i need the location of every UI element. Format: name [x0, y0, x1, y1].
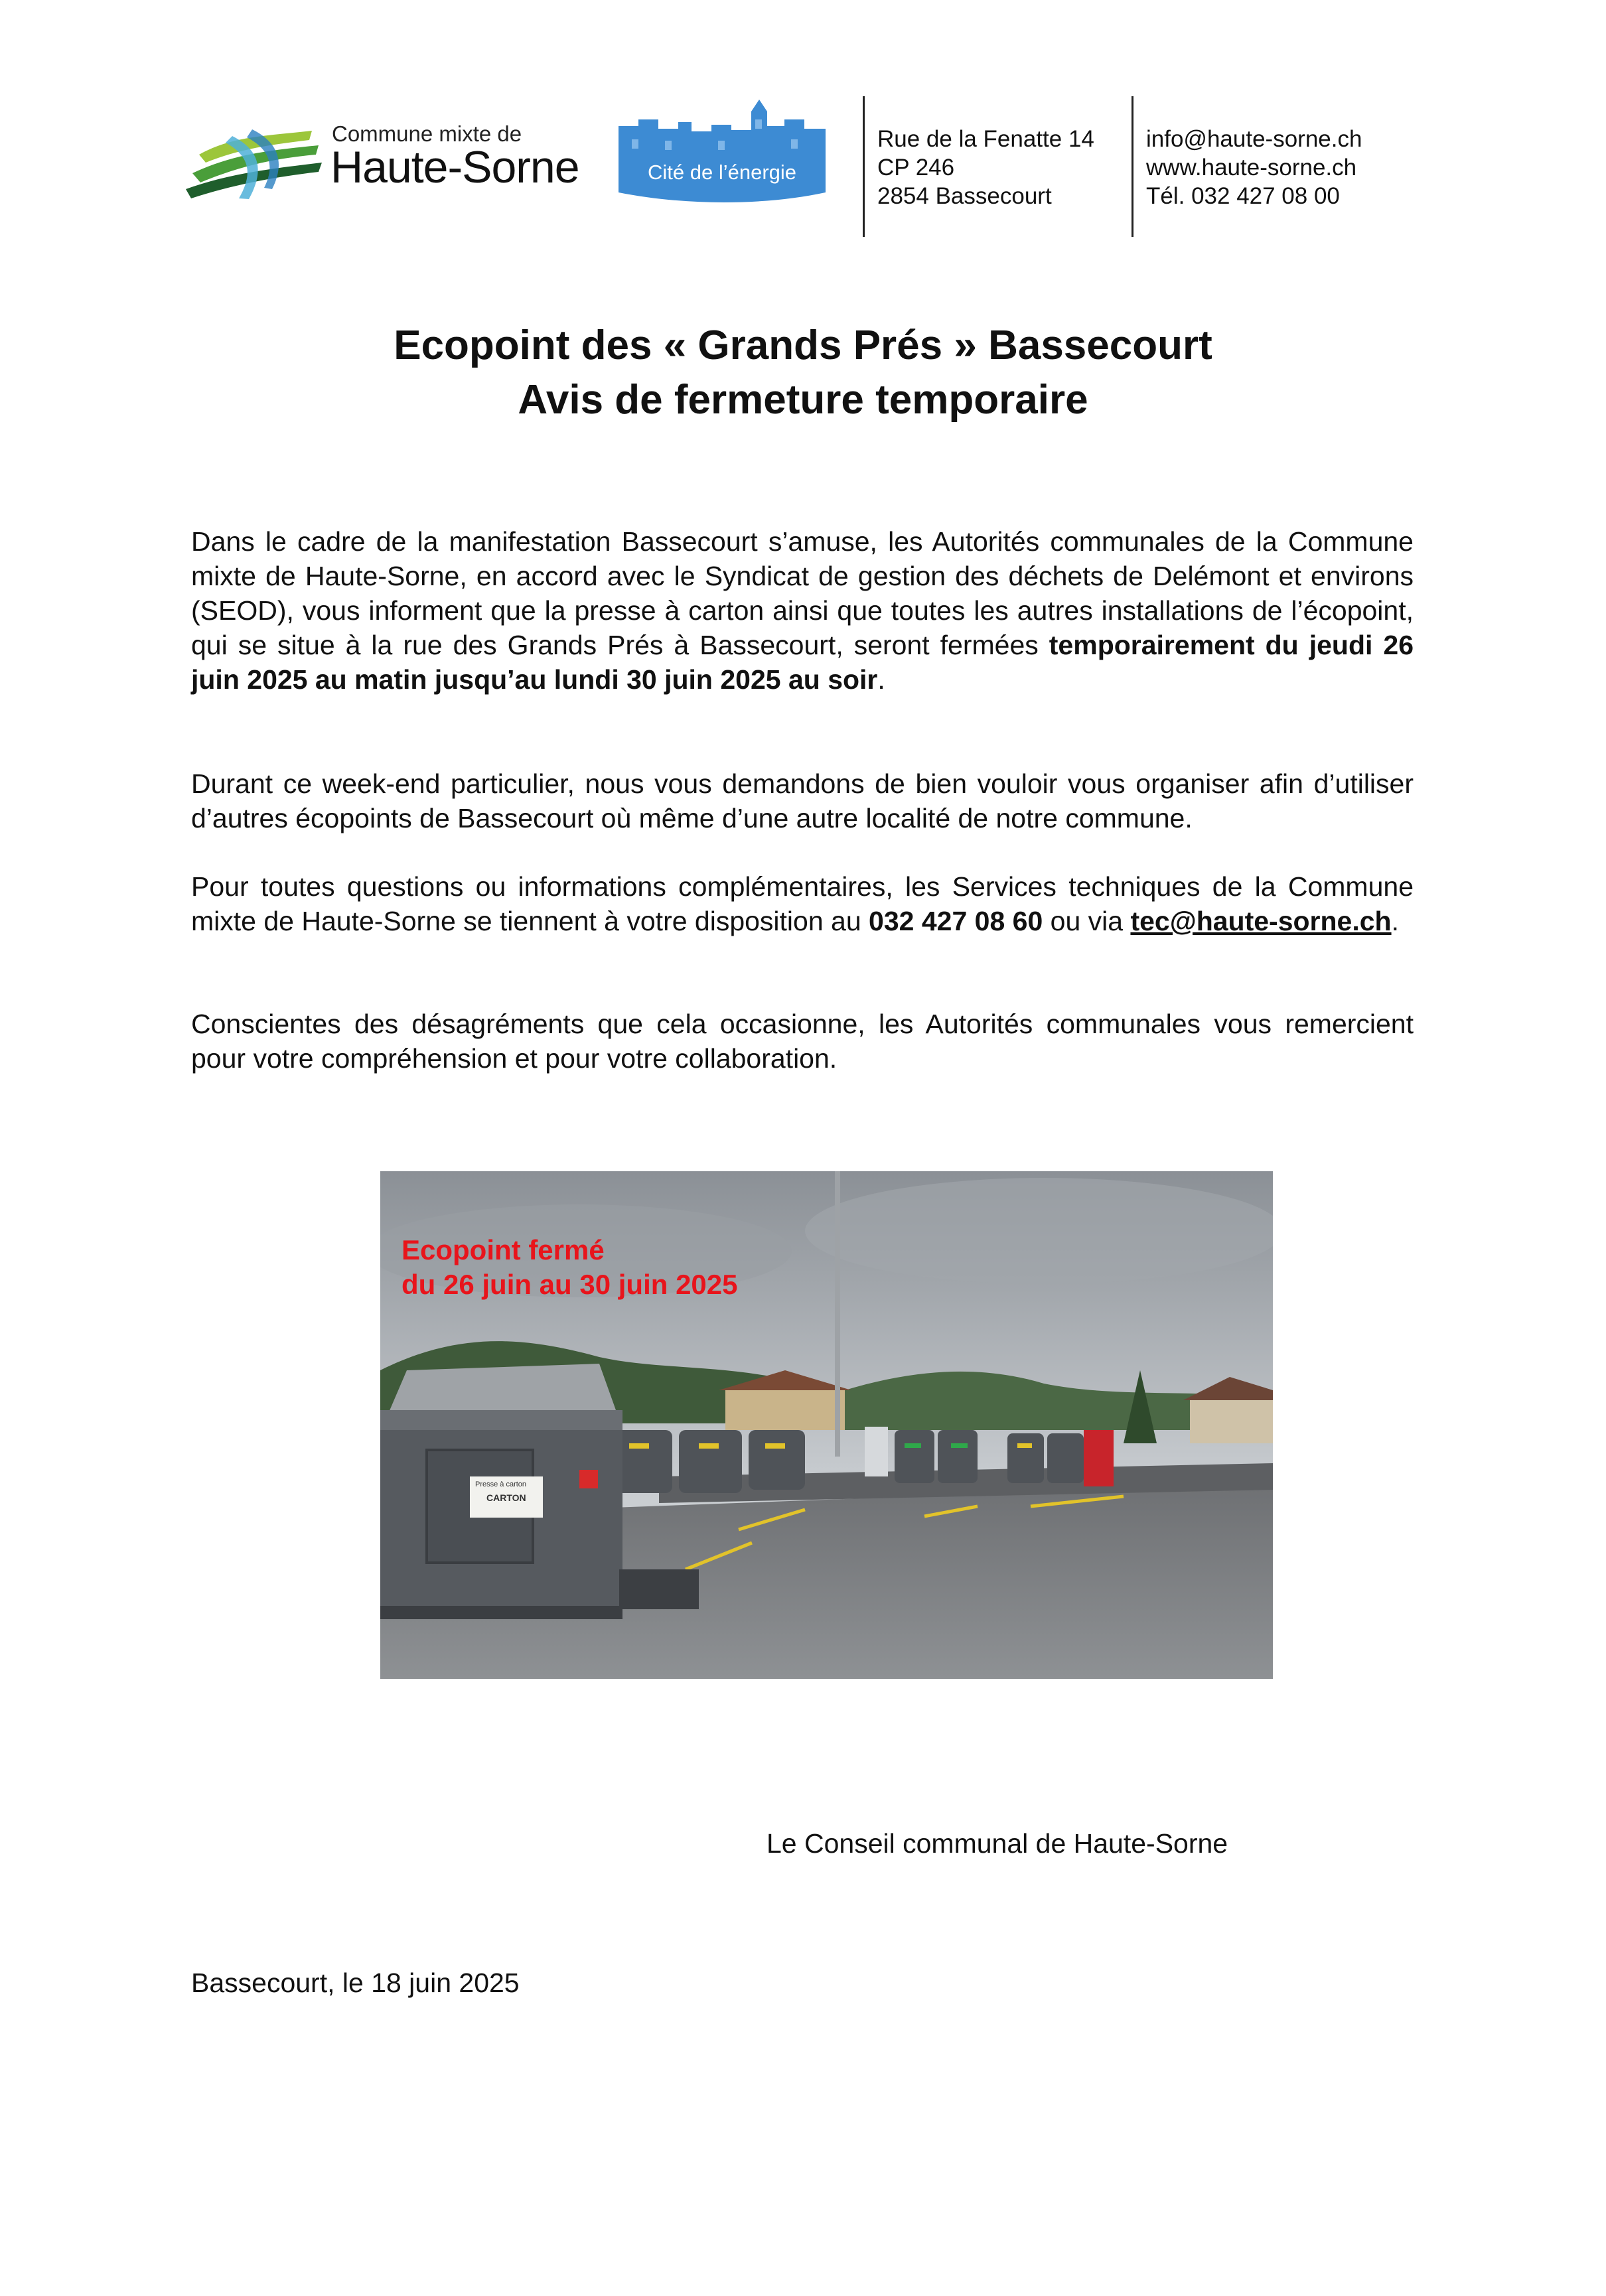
- contact-phone: Tél. 032 427 08 00: [1146, 183, 1340, 209]
- contact-mid: ou via: [1043, 906, 1131, 936]
- photo-caption: [402, 1233, 738, 1302]
- logo-subtitle: Commune mixte de: [332, 121, 522, 146]
- haute-sorne-emblem-icon: [186, 116, 325, 209]
- cite-energie-logo: [619, 100, 826, 206]
- logo-title: Haute-Sorne: [330, 142, 579, 192]
- address-block: [877, 125, 1094, 210]
- haute-sorne-logo: [186, 116, 597, 209]
- paragraph-contact: [191, 869, 1414, 938]
- cite-energie-skyline-icon: [619, 100, 826, 206]
- page-subtitle: Avis de fermeture temporaire: [518, 377, 1088, 423]
- contact-email[interactable]: info@haute-sorne.ch: [1146, 126, 1362, 152]
- address-po-box: CP 246: [877, 155, 955, 180]
- contact-block: [1146, 125, 1362, 210]
- contact-end: .: [1391, 906, 1399, 936]
- contact-text: Pour toutes questions ou informations complémentaires, les Services techniques de la Commune mixte de Haute-Sorne se tiennent à votre disposition au: [191, 871, 1414, 936]
- contact-website[interactable]: www.haute-sorne.ch: [1146, 155, 1357, 180]
- header-divider-2: [1132, 96, 1133, 237]
- address-city: 2854 Bassecourt: [877, 183, 1052, 209]
- header-divider-1: [863, 96, 865, 237]
- closure-text: Dans le cadre de la manifestation Bassecourt s’amuse, les Autorités communales de la Commune mixte de Haute-Sorne, en accord avec le Syndicat de gestion des déchets de Delémont et environs (SEOD), vous informent que la presse à carton ainsi que toutes les autres installations de l’écopoint, qui se situe à la rue des Grands Prés à Bassecourt, seront fermées: [191, 526, 1414, 660]
- press-label-main: CARTON: [486, 1492, 526, 1503]
- technical-services-phone: 032 427 08 60: [869, 906, 1043, 936]
- document-date: Bassecourt, le 18 juin 2025: [191, 1968, 520, 1998]
- technical-services-email[interactable]: tec@haute-sorne.ch: [1130, 906, 1392, 936]
- paragraph-closure: [191, 524, 1414, 697]
- photo-caption-line1: Ecopoint fermé: [402, 1234, 605, 1265]
- signature: Le Conseil communal de Haute-Sorne: [767, 1828, 1228, 1859]
- cite-energie-label: Cité de l’énergie: [647, 161, 797, 184]
- press-label-top: Presse à carton: [475, 1480, 527, 1488]
- closure-dates: temporairement du jeudi 26 juin 2025 au matin jusqu’au lundi 30 juin 2025 au soir: [191, 630, 1414, 695]
- paragraph-thanks: Conscientes des désagréments que cela occasionne, les Autorités communales vous remercient pour votre compréhension et pour votre collaboration.: [191, 1009, 1414, 1074]
- closure-end: .: [877, 664, 885, 695]
- page-title: Ecopoint des « Grands Prés » Bassecourt: [394, 323, 1212, 368]
- paragraph-alternatives: Durant ce week-end particulier, nous vous demandons de bien vouloir vous organiser afin d’utiliser d’autres écopoints de Bassecourt où même d’une autre localité de notre commune.: [191, 768, 1414, 833]
- photo-caption-line2: du 26 juin au 30 juin 2025: [402, 1269, 738, 1300]
- address-street: Rue de la Fenatte 14: [877, 126, 1094, 152]
